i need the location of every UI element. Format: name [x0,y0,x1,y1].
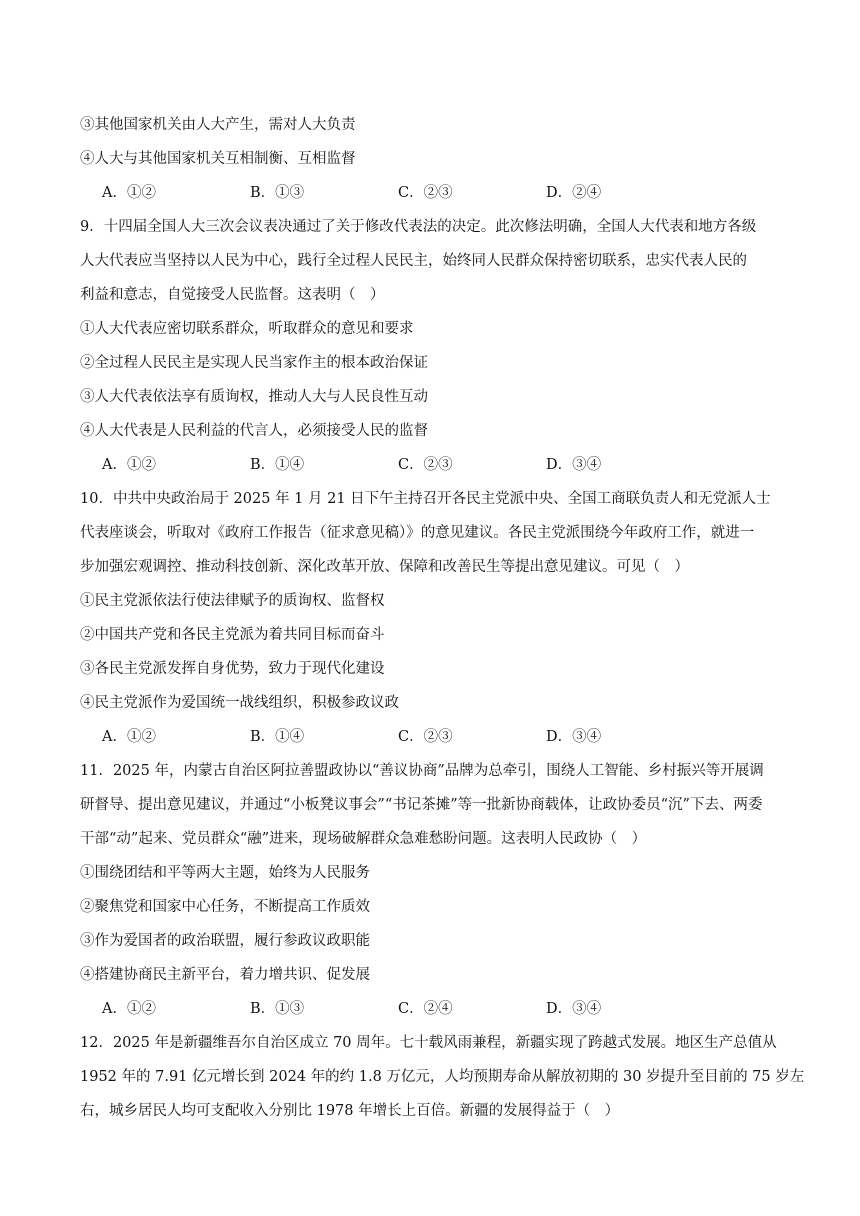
option-d: D．③④ [546,729,602,745]
page-content [80,108,805,1128]
question-stem-line: 干部“动”起来、党员群众“融”进来，现场破解群众急难愁盼问题。这表明人民政协（ ） [80,831,647,847]
statement-3: ③人大代表依法享有质询权，推动人大与人民良性互动 [80,389,428,405]
question-stem-line: 研督导、提出意见建议，并通过“小板凳议事会”“书记茶摊”等一批新协商载体，让政协委员“沉”下去、两委 [80,797,763,813]
question-stem-line: 利益和意志，自觉接受人民监督。这表明（ ） [80,287,385,303]
option-d: D．②④ [546,185,602,201]
option-a: A．①② [102,1001,156,1017]
statement-4: ④民主党派作为爱国统一战线组织，积极参政议政 [80,695,399,711]
option-b: B．①④ [250,729,305,745]
answer-options [80,720,780,754]
question-9 [80,210,780,482]
answer-options [80,448,780,482]
question-8 [80,108,780,210]
statement-4: ④人大与其他国家机关互相制衡、互相监督 [80,151,356,167]
question-stem-line: 1952 年的 7.91 亿元增长到 2024 年的约 1.8 万亿元，人均预期寿命从解放初期的 30 岁提升至目前的 75 岁左 [80,1069,805,1085]
option-b: B．①③ [250,1001,305,1017]
statement-3: ③作为爱国者的政治联盟，履行参政议政职能 [80,933,370,949]
statement-2: ②中国共产党和各民主党派为着共同目标而奋斗 [80,627,385,643]
option-a: A．①② [102,729,156,745]
question-stem-line: 10．中共中央政治局于 2025 年 1 月 21 日下午主持召开各民主党派中央、全国工商联负责人和无党派人士 [80,491,771,507]
question-stem-line: 步加强宏观调控、推动科技创新、深化改革开放、保障和改善民生等提出意见建议。可见（ ） [80,559,689,575]
option-d: D．③④ [546,1001,602,1017]
question-stem-line: 11．2025 年，内蒙古自治区阿拉善盟政协以“善议协商”品牌为总牵引，围绕人工智能、乡村振兴等开展调 [80,763,764,779]
statement-3: ③各民主党派发挥自身优势，致力于现代化建设 [80,661,385,677]
question-stem-line: 人大代表应当坚持以人民为中心，践行全过程人民民主，始终同人民群众保持密切联系，忠实代表人民的 [80,253,747,269]
statement-4: ④人大代表是人民利益的代言人，必须接受人民的监督 [80,423,428,439]
statement-1: ①围绕团结和平等两大主题，始终为人民服务 [80,865,370,881]
option-a: A．①② [102,457,156,473]
answer-options [80,992,780,1026]
question-10 [80,482,780,754]
question-stem-line: 9．十四届全国人大三次会议表决通过了关于修改代表法的决定。此次修法明确，全国人大代表和地方各级 [80,219,757,235]
statement-4: ④搭建协商民主新平台，着力增共识、促发展 [80,967,370,983]
question-stem-line: 代表座谈会，听取对《政府工作报告（征求意见稿）》的意见建议。各民主党派围绕今年政府工作，就进一 [80,525,755,541]
question-stem-line: 右，城乡居民人均可支配收入分别比 1978 年增长上百倍。新疆的发展得益于（ ） [80,1103,620,1119]
option-c: C．②④ [398,1001,453,1017]
option-d: D．③④ [546,457,602,473]
question-stem-line: 12．2025 年是新疆维吾尔自治区成立 70 周年。七十载风雨兼程，新疆实现了跨越式发展。地区生产总值从 [80,1035,777,1051]
statement-2: ②聚焦党和国家中心任务，不断提高工作质效 [80,899,370,915]
statement-1: ①民主党派依法行使法律赋予的质询权、监督权 [80,593,385,609]
option-c: C．②③ [398,457,453,473]
answer-options [80,176,780,210]
option-b: B．①③ [250,185,305,201]
option-a: A．①② [102,185,156,201]
option-c: C．②③ [398,729,453,745]
statement-2: ②全过程人民民主是实现人民当家作主的根本政治保证 [80,355,428,371]
statement-3: ③其他国家机关由人大产生，需对人大负责 [80,117,356,133]
option-b: B．①④ [250,457,305,473]
question-12 [80,1026,805,1128]
option-c: C．②③ [398,185,453,201]
statement-1: ①人大代表应密切联系群众，听取群众的意见和要求 [80,321,414,337]
question-11 [80,754,780,1026]
